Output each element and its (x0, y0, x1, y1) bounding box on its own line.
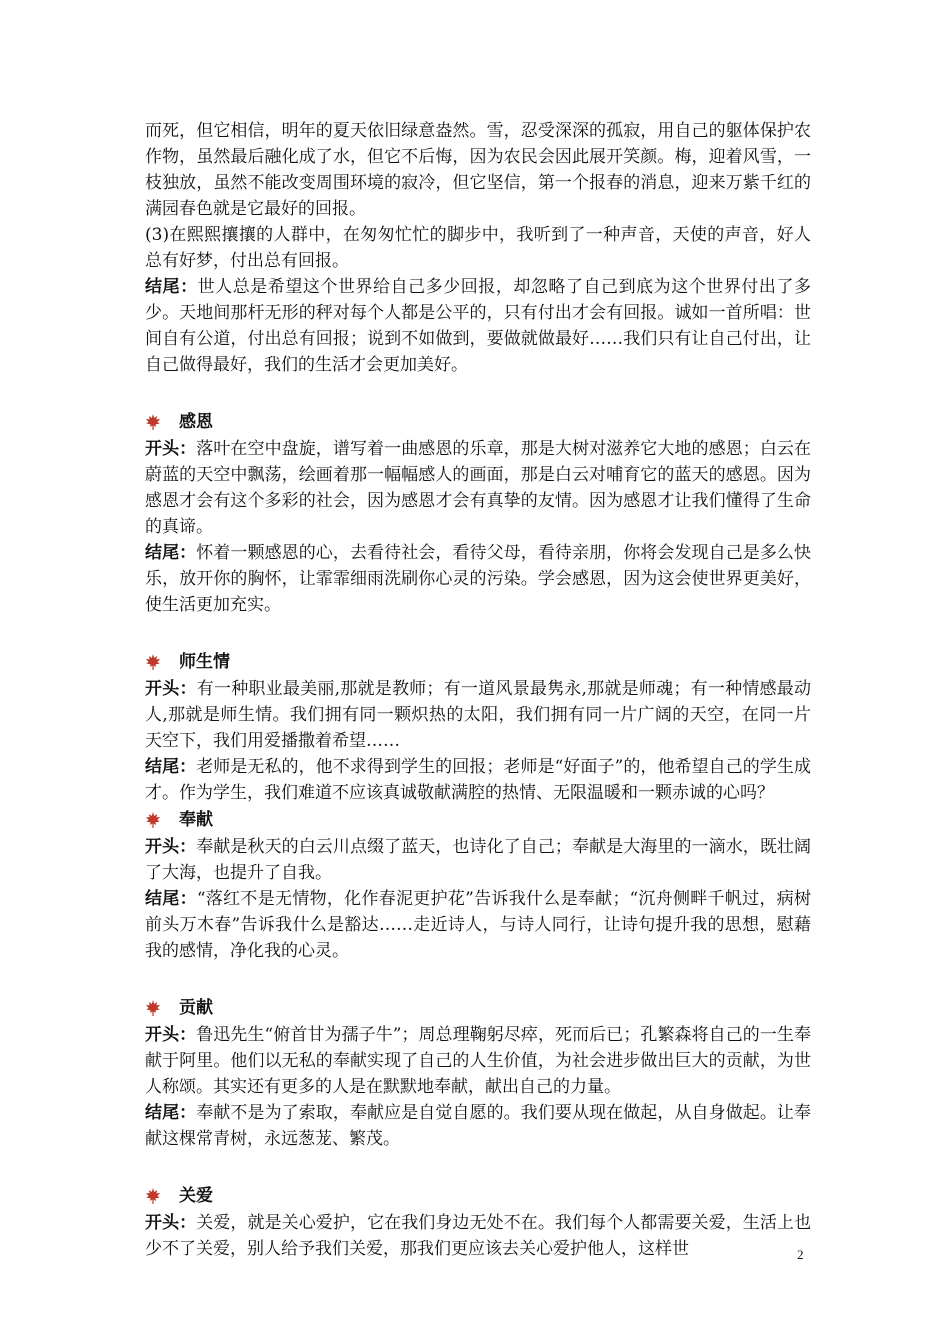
opening-text: 关爱，就是关心爱护，它在我们身边无处不在。我们每个人都需要关爱，生活上也少不了关爱，别人给予我们关爱，那我们更应该去关心爱护他人，这样世 (145, 1213, 812, 1259)
maple-leaf-icon (145, 414, 161, 430)
paragraph-opening (145, 834, 811, 886)
opening-label: 开头： (145, 439, 197, 459)
paragraph-intro-1: 而死，但它相信，明年的夏天依旧绿意盎然。雪，忍受深深的孤寂，用自己的躯体保护农作物，虽然最后融化成了水，但它不后悔，因为农民会因此展开笑颜。梅，迎着风雪，一枝独放，虽然不能改变周围环境的寂冷，但它坚信，第一个报春的消息，迎来万紫千红的满园春色就是它最好的回报。 (145, 121, 811, 219)
document-body (145, 118, 811, 1262)
ending-text: 老师是无私的，他不求得到学生的回报；老师是“好面子”的，他希望自己的学生成才。作为学生，我们难道不应该真诚敬献满腔的热情、无限温暖和一颗赤诚的心吗？ (145, 757, 811, 803)
ending-text: 世人总是希望这个世界给自己多少回报，却忽略了自己到底为这个世界付出了多少。天地间那杆无形的秤对每个人都是公平的，只有付出才会有回报。诚如一首所唱：世间自有公道，付出总有回报；说到不如做到，要做就做最好……我们只有让自己付出，让自己做得最好，我们的生活才会更加美好。 (145, 277, 812, 375)
opening-text: 落叶在空中盘旋，谱写着一曲感恩的乐章，那是大树对滋养它大地的感恩；白云在蔚蓝的天空中飘荡，绘画着那一幅幅感人的画面，那是白云对哺育它的蓝天的感恩。因为感恩才会有这个多彩的社会，因为感恩才会有真挚的友情。因为感恩才让我们懂得了生命的真谛。 (145, 439, 812, 537)
ending-text: “落红不是无情物，化作春泥更护花”告诉我什么是奉献；“沉舟侧畔千帆过，病树前头万木春”告诉我什么是豁达……走近诗人，与诗人同行，让诗句提升我的思想，慰藉我的感情，净化我的心灵。 (145, 889, 812, 961)
section-heading-gratitude (145, 408, 811, 436)
section-heading-dedication (145, 806, 811, 834)
paragraph-intro-ending (145, 274, 811, 378)
opening-label: 开头： (145, 1213, 197, 1233)
ending-text: 奉献不是为了索取，奉献应是自觉自愿的。我们要从现在做起，从自身做起。让奉献这棵常青树，永远葱茏、繁茂。 (145, 1103, 812, 1149)
opening-label: 开头： (145, 1025, 197, 1045)
paragraph-intro-2: (3)在熙熙攘攘的人群中，在匆匆忙忙的脚步中，我听到了一种声音，天使的声音，好人总有好梦，付出总有回报。 (145, 225, 811, 271)
section-heading-teacher-student (145, 648, 811, 676)
maple-leaf-icon (145, 1188, 161, 1204)
ending-label: 结尾： (145, 543, 197, 563)
ending-label: 结尾： (145, 889, 197, 909)
paragraph-ending (145, 754, 811, 806)
opening-text: 奉献是秋天的白云川点缀了蓝天，也诗化了自己；奉献是大海里的一滴水，既壮阔了大海，也提升了自我。 (145, 837, 812, 883)
opening-label: 开头： (145, 837, 197, 857)
paragraph-opening (145, 436, 811, 540)
paragraph-ending (145, 886, 811, 964)
paragraph-ending (145, 540, 811, 618)
page-number: 2 (797, 1247, 804, 1262)
paragraph-ending (145, 1100, 811, 1152)
maple-leaf-icon (145, 654, 161, 670)
section-heading-care (145, 1182, 811, 1210)
section-title: 关爱 (179, 1186, 213, 1206)
opening-text: 有一种职业最美丽,那就是教师；有一道风景最隽永,那就是师魂；有一种情感最动人,那就是师生情。我们拥有同一颗炽热的太阳，我们拥有同一片广阔的天空，在同一片天空下，我们用爱播撒着希望…… (145, 679, 812, 751)
section-title: 奉献 (179, 810, 213, 830)
paragraph-opening (145, 1022, 811, 1100)
paragraph-opening (145, 1210, 811, 1262)
opening-label: 开头： (145, 679, 197, 699)
section-title: 贡献 (179, 998, 213, 1018)
section-title: 感恩 (179, 412, 213, 432)
ending-label: 结尾： (145, 1103, 197, 1123)
section-heading-contribution (145, 994, 811, 1022)
maple-leaf-icon (145, 1000, 161, 1016)
ending-text: 怀着一颗感恩的心，去看待社会，看待父母，看待亲朋，你将会发现自己是多么快乐，放开你的胸怀，让霏霏细雨洗刷你心灵的污染。学会感恩，因为这会使世界更美好，使生活更加充实。 (145, 543, 812, 615)
section-title: 师生情 (179, 652, 230, 672)
paragraph-opening (145, 676, 811, 754)
ending-label: 结尾： (145, 757, 197, 777)
maple-leaf-icon (145, 812, 161, 828)
ending-label: 结尾： (145, 277, 198, 297)
opening-text: 鲁迅先生“俯首甘为孺子牛”；周总理鞠躬尽瘁，死而后已；孔繁森将自己的一生奉献于阿里。他们以无私的奉献实现了自己的人生价值，为社会进步做出巨大的贡献，为世人称颂。其实还有更多的人是在默默地奉献，献出自己的力量。 (145, 1025, 812, 1097)
